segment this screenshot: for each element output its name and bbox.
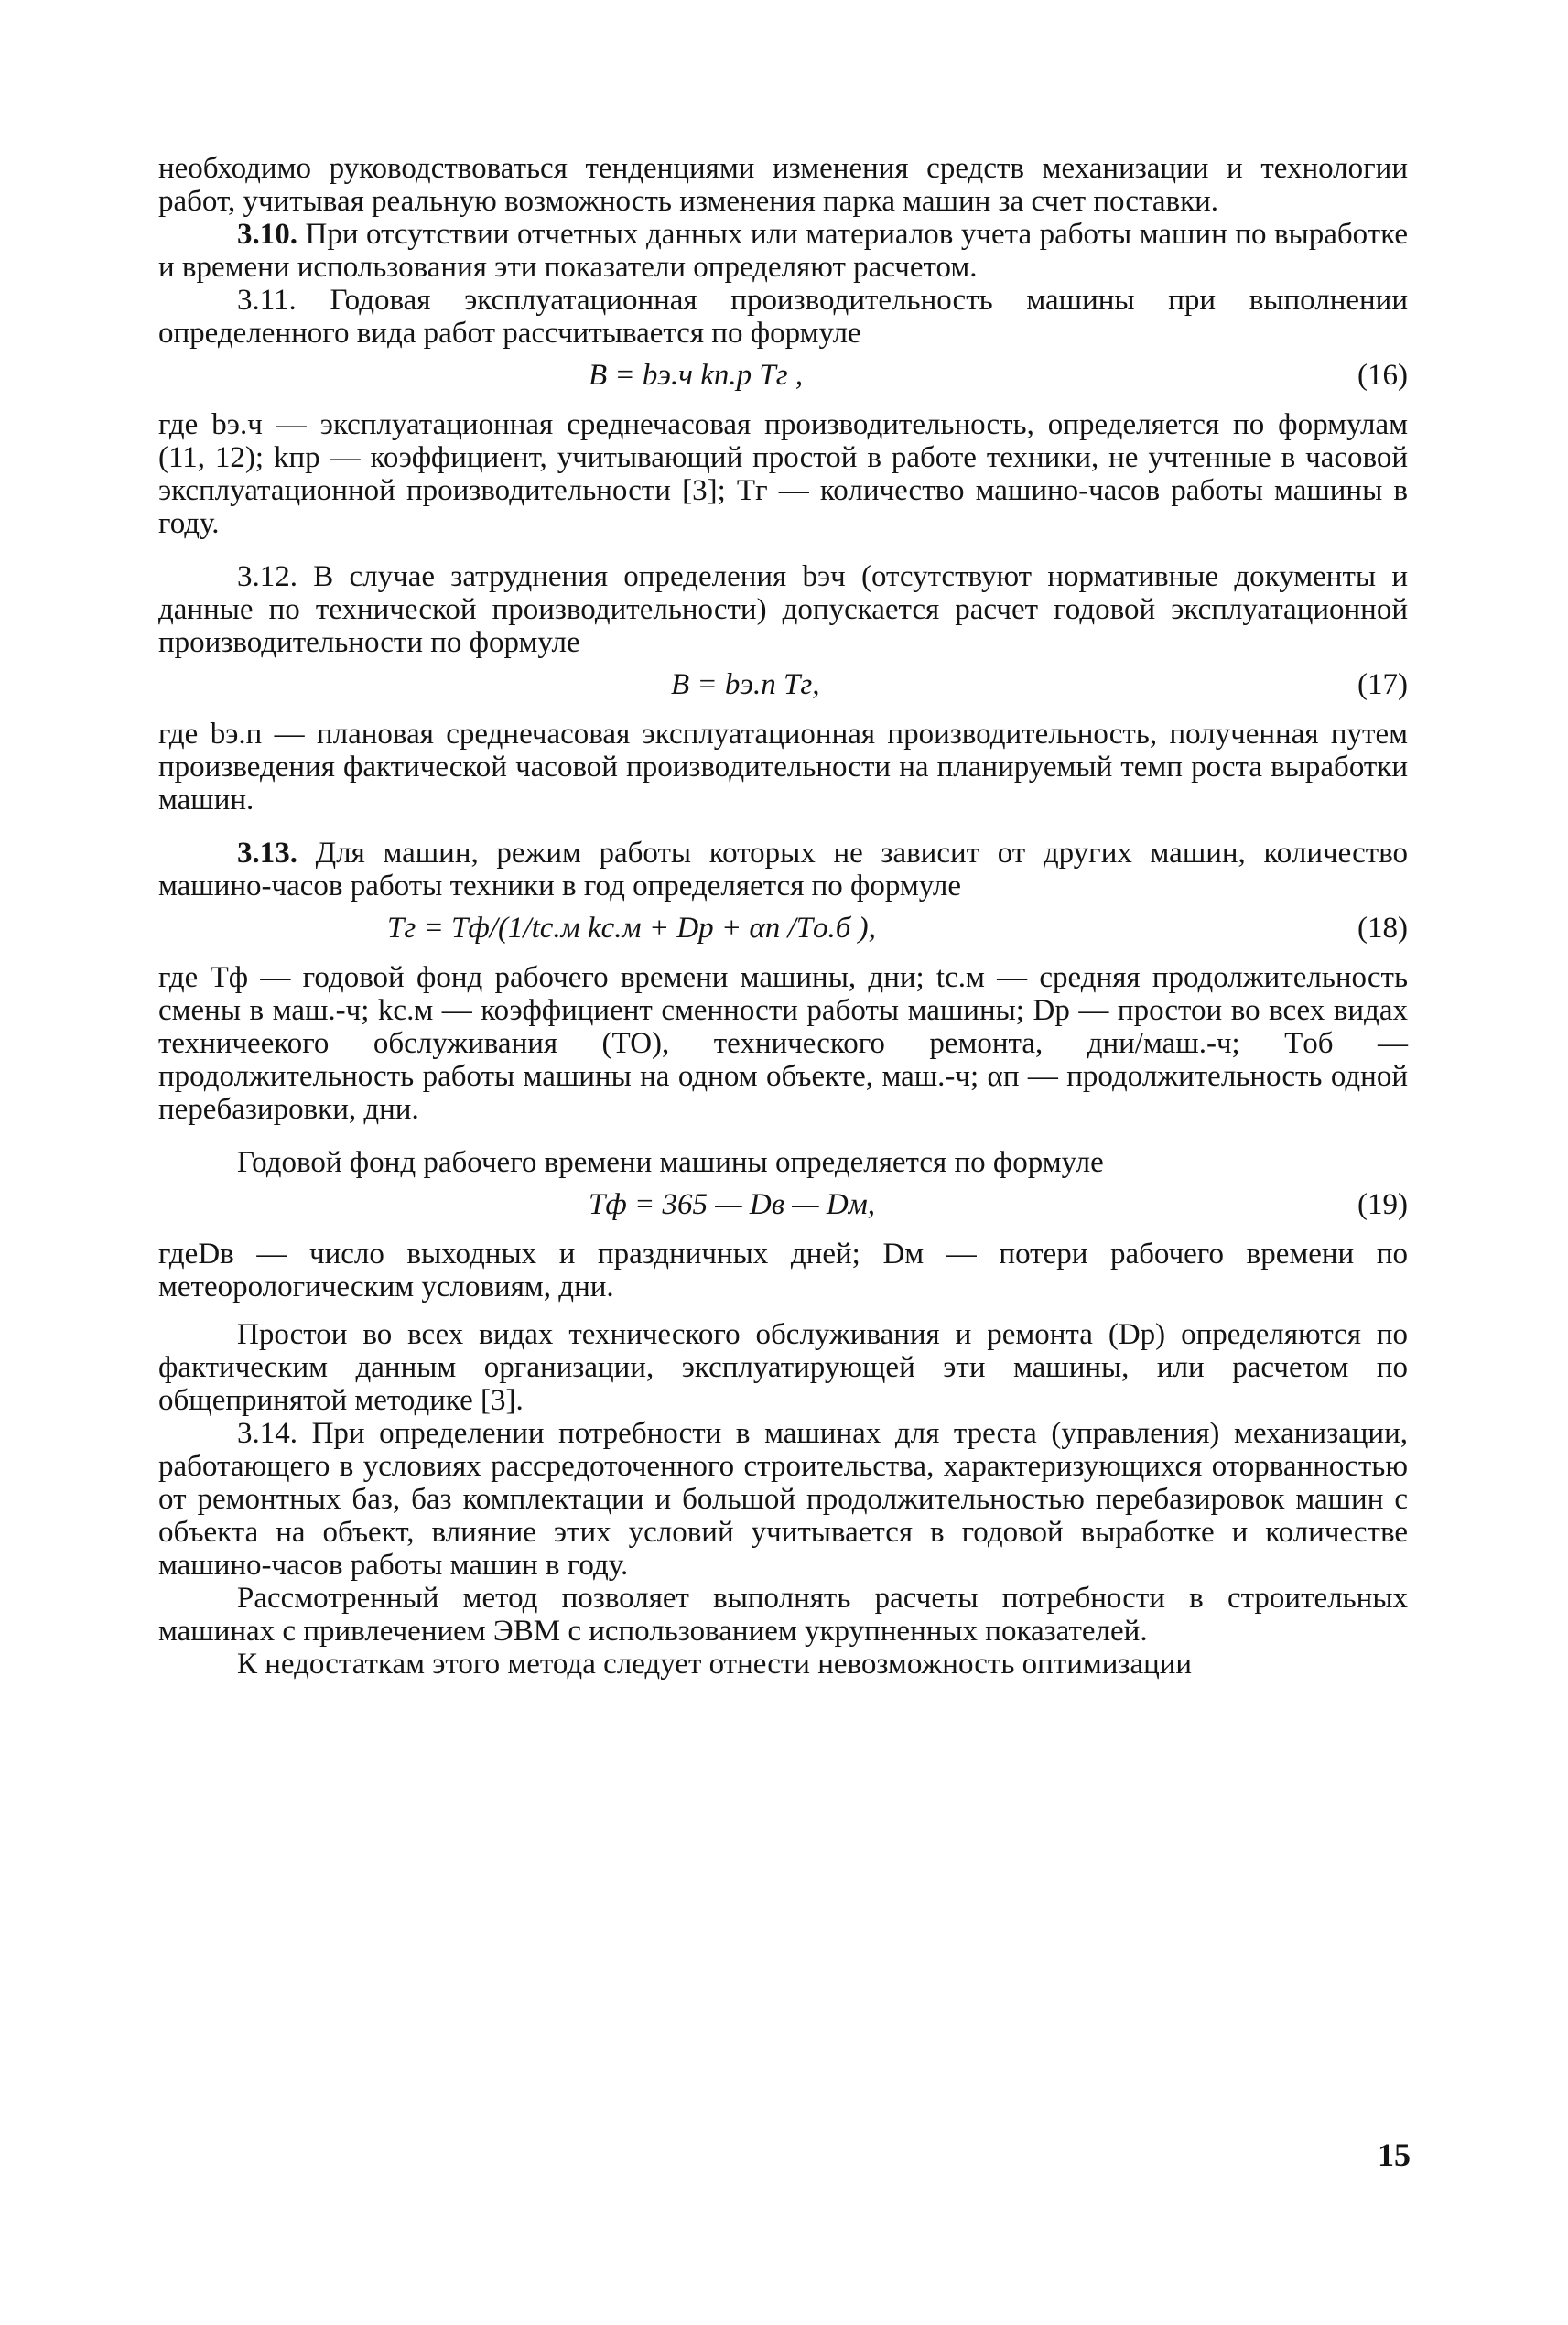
section-text: При определении потребности в машинах для треста (управления) механизации, работающего в условиях рассредоточенного строительства, характеризующихся оторванностью от ремонтных баз, баз комплектации и большой продолжительностью перебазировок машин с объекта на объект, влияние этих условий учитывается в годовой выработке и количестве машино-часов работы машин в году. xyxy=(158,1417,1408,1582)
formula-18 xyxy=(158,906,1408,957)
section-text: При отсутствии отчетных данных или материалов учета работы машин по выработке и времени использования эти показатели определяют расчетом. xyxy=(158,218,1408,284)
paragraph-method: Рассмотренный метод позволяет выполнять расчеты потребности в строительных машинах с привлечением ЭВМ с использованием укрупненных показателей. xyxy=(158,1582,1408,1648)
paragraph-drawbacks: К недостаткам этого метода следует отнести невозможность оптимизации xyxy=(237,1648,1193,1681)
formula-number: (17) xyxy=(1357,668,1408,701)
definition-19: гдеDв — число выходных и праздничных дней; Dм — потери рабочего времени по метеорологическим условиям, дни. xyxy=(158,1238,1408,1303)
section-3-13 xyxy=(158,837,1408,903)
paragraph-annual-fund: Годовой фонд рабочего времени машины определяется по формуле xyxy=(237,1146,1104,1179)
section-3-14 xyxy=(158,1417,1408,1582)
formula-expression: B = bэ.п Tг, xyxy=(671,668,820,701)
paragraph-downtime: Простои во всех видах технического обслуживания и ремонта (Dр) определяются по фактическим данным организации, эксплуатирующей эти машины, или расчетом по общепринятой методике [3]. xyxy=(158,1318,1408,1417)
section-text: В случае затруднения определения bэч (отсутствуют нормативные документы и данные по технической производительности) допускается расчет годовой эксплуатационной производительности по формуле xyxy=(158,560,1408,659)
section-text: Годовая эксплуатационная производительность машины при выполнении определенного вида работ рассчитывается по формуле xyxy=(158,284,1408,350)
page-number: 15 xyxy=(1378,2136,1411,2173)
formula-expression: Tф = 365 — Dв — Dм, xyxy=(589,1188,876,1221)
formula-19 xyxy=(158,1183,1408,1234)
definition-18: где Tф — годовой фонд рабочего времени машины, дни; tс.м — средняя продолжительность смены в маш.-ч; kс.м — коэффициент сменности работы машины; Dр — простои во всех видах техничеекого обслуживания (ТО), технического ремонта, дни/маш.-ч; Tоб — продолжительность работы машины на одном объекте, маш.-ч; αп — продолжительность одной перебазировки, дни. xyxy=(158,961,1408,1126)
paragraph-intro: необходимо руководствоваться тенденциями изменения средств механизации и технологии работ, учитывая реальную возможность изменения парка машин за счет поставки. xyxy=(158,152,1408,218)
section-text: Для машин, режим работы которых не зависит от других машин, количество машино-часов работы техники в год определяется по формуле xyxy=(158,837,1408,903)
section-3-10 xyxy=(158,218,1408,284)
formula-17 xyxy=(158,663,1408,714)
section-3-11 xyxy=(158,284,1408,350)
text-column xyxy=(158,152,1408,1681)
formula-number: (16) xyxy=(1357,359,1408,392)
formula-number: (18) xyxy=(1357,912,1408,945)
formula-number: (19) xyxy=(1357,1188,1408,1221)
section-number: 3.14. xyxy=(237,1417,297,1450)
definition-17: где bэ.п — плановая среднечасовая эксплуатационная производительность, полученная путем произведения фактической часовой производительности на планируемый темп роста выработки машин. xyxy=(158,718,1408,816)
formula-expression: B = bэ.ч kп.р Tг , xyxy=(589,359,804,392)
section-number: 3.11. xyxy=(237,284,297,317)
section-number: 3.13. xyxy=(237,837,297,870)
section-number: 3.12. xyxy=(237,560,297,593)
section-number: 3.10. xyxy=(237,218,297,251)
formula-expression: Tг = Tф/(1/tс.м kс.м + Dр + αп /Tо.б ), xyxy=(387,912,876,945)
definition-16: где bэ.ч — эксплуатационная среднечасовая производительность, определяется по формулам (11, 12); kпр — коэффициент, учитывающий простой в работе техники, не учтенные в часовой эксплуатационной производительности [3]; Tг — количество машино-часов работы машины в году. xyxy=(158,408,1408,540)
section-3-12 xyxy=(158,560,1408,659)
formula-16 xyxy=(158,353,1408,405)
